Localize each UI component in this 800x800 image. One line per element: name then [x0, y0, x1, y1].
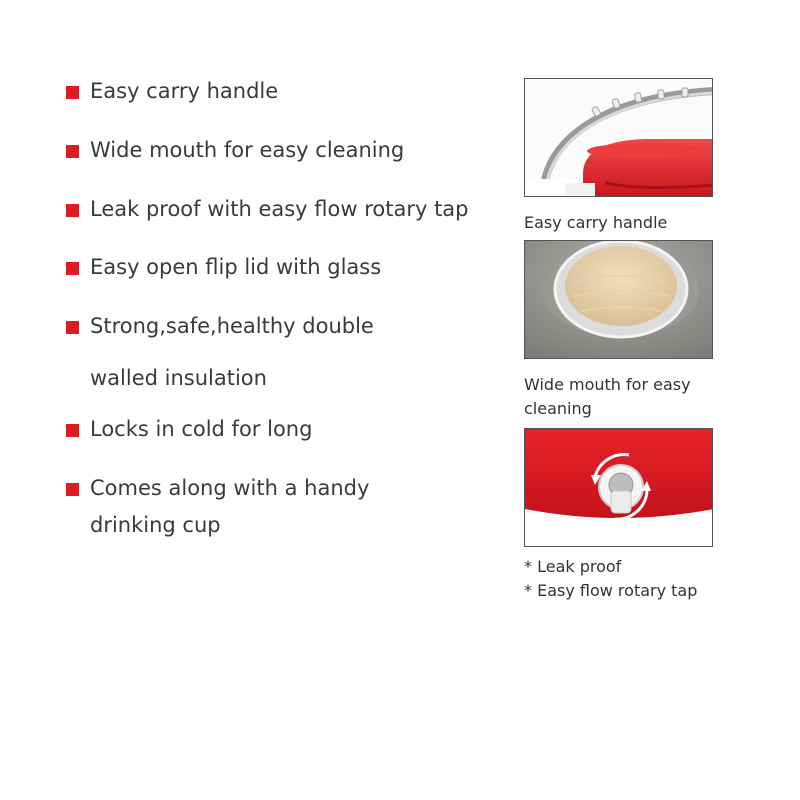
feature-text-line-1: Comes along with a handy: [90, 476, 370, 500]
bullet-square-icon: [66, 262, 79, 275]
feature-text: Leak proof with easy flow rotary tap: [90, 197, 469, 221]
bullet-square-icon: [66, 145, 79, 158]
feature-text: Locks in cold for long: [90, 417, 313, 441]
caption-line: * Leak proof: [524, 557, 622, 576]
bullet-square-icon: [66, 483, 79, 496]
caption-line: * Easy flow rotary tap: [524, 581, 698, 600]
rotary-tap-photo: [524, 428, 713, 547]
caption-line: Wide mouth for easy: [524, 375, 691, 394]
feature-text: Wide mouth for easy cleaning: [90, 138, 405, 162]
bullet-square-icon: [66, 86, 79, 99]
image-caption: [524, 555, 697, 603]
wide-mouth-photo: [524, 240, 713, 359]
feature-text-line-1: Strong,safe,healthy double: [90, 314, 374, 338]
image-caption: Easy carry handle: [524, 213, 668, 232]
bullet-square-icon: [66, 204, 79, 217]
bullet-square-icon: [66, 321, 79, 334]
feature-text: Easy open flip lid with glass: [90, 255, 382, 279]
image-caption: [524, 373, 691, 421]
carry-handle-photo: [524, 78, 713, 197]
caption-line: cleaning: [524, 399, 592, 418]
feature-text-line-2: walled insulation: [90, 366, 267, 390]
feature-text-line-2: drinking cup: [90, 513, 221, 537]
bullet-square-icon: [66, 424, 79, 437]
feature-text: Easy carry handle: [90, 79, 279, 103]
